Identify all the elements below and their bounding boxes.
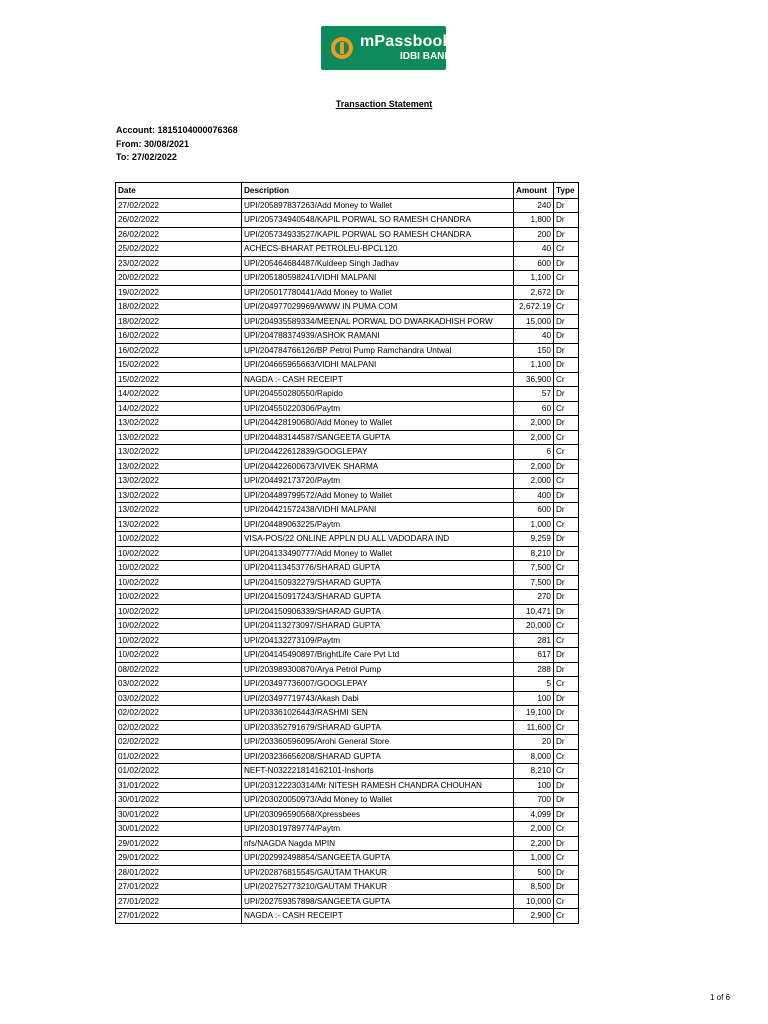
- cell-type: Dr: [554, 778, 579, 793]
- cell-date: 13/02/2022: [116, 416, 242, 431]
- cell-date: 10/02/2022: [116, 633, 242, 648]
- cell-date: 13/02/2022: [116, 503, 242, 518]
- cell-type: Dr: [554, 387, 579, 402]
- table-row: [116, 256, 579, 271]
- cell-description: UPI/204483144587/SANGEETA GUPTA: [242, 430, 514, 445]
- brand-name: mPassbook: [360, 33, 452, 50]
- cell-amount: 57: [514, 387, 554, 402]
- cell-date: 19/02/2022: [116, 285, 242, 300]
- cell-amount: 11,600: [514, 720, 554, 735]
- cell-type: Cr: [554, 401, 579, 416]
- cell-type: Dr: [554, 604, 579, 619]
- cell-amount: 288: [514, 662, 554, 677]
- cell-amount: 600: [514, 256, 554, 271]
- table-row: [116, 662, 579, 677]
- date-to: To: 27/02/2022: [116, 152, 177, 162]
- cell-description: UPI/204665965663/VIDHI MALPANI: [242, 358, 514, 373]
- table-row: [116, 474, 579, 489]
- cell-type: Dr: [554, 793, 579, 808]
- cell-description: UPI/205897837263/Add Money to Wallet: [242, 198, 514, 213]
- table-row: [116, 329, 579, 344]
- cell-date: 29/01/2022: [116, 836, 242, 851]
- cell-date: 18/02/2022: [116, 314, 242, 329]
- cell-type: Dr: [554, 227, 579, 242]
- cell-type: Cr: [554, 822, 579, 837]
- cell-date: 16/02/2022: [116, 329, 242, 344]
- cell-description: UPI/205017780441/Add Money to Wallet: [242, 285, 514, 300]
- cell-description: UPI/203360596095/Arohi General Store: [242, 735, 514, 750]
- cell-amount: 7,500: [514, 575, 554, 590]
- cell-description: UPI/203361026443/RASHMI SEN: [242, 706, 514, 721]
- cell-date: 15/02/2022: [116, 372, 242, 387]
- cell-description: UPI/205464684487/Kuldeep Singh Jadhav: [242, 256, 514, 271]
- cell-date: 30/01/2022: [116, 822, 242, 837]
- cell-type: Cr: [554, 851, 579, 866]
- cell-amount: 2,000: [514, 416, 554, 431]
- cell-amount: 8,210: [514, 764, 554, 779]
- table-row: [116, 300, 579, 315]
- cell-type: Cr: [554, 633, 579, 648]
- cell-amount: 240: [514, 198, 554, 213]
- cell-amount: 1,000: [514, 517, 554, 532]
- cell-amount: 20,000: [514, 619, 554, 634]
- cell-date: 26/02/2022: [116, 227, 242, 242]
- cell-type: Cr: [554, 445, 579, 460]
- cell-date: 13/02/2022: [116, 445, 242, 460]
- cell-description: UPI/203019789774/Paytm: [242, 822, 514, 837]
- cell-type: Dr: [554, 865, 579, 880]
- cell-amount: 200: [514, 227, 554, 242]
- cell-description: UPI/202876815545/GAUTAM THAKUR: [242, 865, 514, 880]
- cell-date: 03/02/2022: [116, 691, 242, 706]
- cell-type: Dr: [554, 706, 579, 721]
- table-row: [116, 387, 579, 402]
- cell-amount: 400: [514, 488, 554, 503]
- table-row: [116, 778, 579, 793]
- cell-description: NAGDA :- CASH RECEIPT: [242, 909, 514, 924]
- cell-type: Cr: [554, 677, 579, 692]
- cell-date: 20/02/2022: [116, 271, 242, 286]
- cell-date: 02/02/2022: [116, 735, 242, 750]
- cell-date: 13/02/2022: [116, 488, 242, 503]
- cell-date: 10/02/2022: [116, 648, 242, 663]
- cell-amount: 600: [514, 503, 554, 518]
- cell-date: 10/02/2022: [116, 619, 242, 634]
- table-row: [116, 764, 579, 779]
- table-row: [116, 271, 579, 286]
- cell-amount: 15,000: [514, 314, 554, 329]
- cell-type: Dr: [554, 648, 579, 663]
- cell-description: UPI/204788374939/ASHOK RAMANI: [242, 329, 514, 344]
- cell-amount: 500: [514, 865, 554, 880]
- cell-amount: 700: [514, 793, 554, 808]
- cell-amount: 6: [514, 445, 554, 460]
- table-row: [116, 503, 579, 518]
- table-row: [116, 285, 579, 300]
- cell-date: 27/01/2022: [116, 909, 242, 924]
- cell-date: 13/02/2022: [116, 474, 242, 489]
- cell-amount: 281: [514, 633, 554, 648]
- cell-type: Dr: [554, 691, 579, 706]
- cell-type: Cr: [554, 764, 579, 779]
- table-row: [116, 880, 579, 895]
- table-row: [116, 894, 579, 909]
- column-header-amount: Amount: [514, 183, 554, 199]
- cell-amount: 9,259: [514, 532, 554, 547]
- cell-description: UPI/203122230314/Mr NITESH RAMESH CHANDRA CHOUHAN: [242, 778, 514, 793]
- cell-type: Dr: [554, 358, 579, 373]
- cell-description: UPI/204132273109/Paytm: [242, 633, 514, 648]
- cell-description: UPI/205734933527/KAPIL PORWAL SO RAMESH CHANDRA: [242, 227, 514, 242]
- cell-date: 26/02/2022: [116, 213, 242, 228]
- cell-amount: 2,000: [514, 430, 554, 445]
- cell-description: UPI/204113453776/SHARAD GUPTA: [242, 561, 514, 576]
- table-row: [116, 691, 579, 706]
- transaction-rows: [116, 198, 579, 923]
- cell-date: 13/02/2022: [116, 517, 242, 532]
- table-row: [116, 401, 579, 416]
- cell-date: 02/02/2022: [116, 720, 242, 735]
- cell-description: NEFT-N032221814162101-Inshorts: [242, 764, 514, 779]
- cell-date: 16/02/2022: [116, 343, 242, 358]
- table-row: [116, 242, 579, 257]
- cell-description: UPI/204550220306/Paytm: [242, 401, 514, 416]
- cell-type: Dr: [554, 807, 579, 822]
- cell-description: UPI/204489063225/Paytm: [242, 517, 514, 532]
- cell-description: UPI/203020050973/Add Money to Wallet: [242, 793, 514, 808]
- cell-amount: 2,672.19: [514, 300, 554, 315]
- table-row: [116, 735, 579, 750]
- table-row: [116, 648, 579, 663]
- cell-description: UPI/203236656208/SHARAD GUPTA: [242, 749, 514, 764]
- cell-date: 13/02/2022: [116, 459, 242, 474]
- cell-description: UPI/204150906339/SHARAD GUPTA: [242, 604, 514, 619]
- cell-type: Cr: [554, 749, 579, 764]
- table-row: [116, 677, 579, 692]
- cell-type: Cr: [554, 300, 579, 315]
- cell-date: 10/02/2022: [116, 604, 242, 619]
- cell-date: 10/02/2022: [116, 575, 242, 590]
- cell-amount: 2,000: [514, 459, 554, 474]
- cell-type: Dr: [554, 575, 579, 590]
- cell-description: UPI/204977029969/WWW IN PUMA COM: [242, 300, 514, 315]
- cell-amount: 8,500: [514, 880, 554, 895]
- cell-date: 10/02/2022: [116, 546, 242, 561]
- table-row: [116, 488, 579, 503]
- cell-amount: 2,900: [514, 909, 554, 924]
- cell-date: 10/02/2022: [116, 561, 242, 576]
- cell-type: Cr: [554, 430, 579, 445]
- table-row: [116, 561, 579, 576]
- cell-amount: 4,099: [514, 807, 554, 822]
- cell-description: ACHECS-BHARAT PETROLEU-BPCL120: [242, 242, 514, 257]
- cell-type: Dr: [554, 343, 579, 358]
- cell-amount: 60: [514, 401, 554, 416]
- account-details: [116, 124, 238, 165]
- cell-amount: 10,000: [514, 894, 554, 909]
- cell-date: 27/01/2022: [116, 880, 242, 895]
- cell-amount: 1,800: [514, 213, 554, 228]
- cell-amount: 100: [514, 778, 554, 793]
- cell-description: UPI/205180598241/VIDHI MALPANI: [242, 271, 514, 286]
- cell-date: 18/02/2022: [116, 300, 242, 315]
- table-row: [116, 793, 579, 808]
- page-indicator: 1 of 6: [709, 993, 730, 1002]
- cell-amount: 7,500: [514, 561, 554, 576]
- cell-date: 15/02/2022: [116, 358, 242, 373]
- cell-type: Dr: [554, 285, 579, 300]
- table-row: [116, 749, 579, 764]
- cell-type: Dr: [554, 256, 579, 271]
- table-row: [116, 851, 579, 866]
- table-row: [116, 633, 579, 648]
- table-row: [116, 706, 579, 721]
- cell-description: UPI/204133490777/Add Money to Wallet: [242, 546, 514, 561]
- cell-description: UPI/204422600673/VIVEK SHARMA: [242, 459, 514, 474]
- mpassbook-logo: [321, 26, 452, 70]
- cell-description: nfs/NAGDA Nagda MPIN: [242, 836, 514, 851]
- cell-type: Dr: [554, 880, 579, 895]
- table-row: [116, 314, 579, 329]
- table-row: [116, 619, 579, 634]
- cell-description: UPI/203497736007/GOOGLEPAY: [242, 677, 514, 692]
- cell-date: 03/02/2022: [116, 677, 242, 692]
- cell-amount: 2,000: [514, 822, 554, 837]
- cell-type: Dr: [554, 488, 579, 503]
- cell-type: Cr: [554, 894, 579, 909]
- cell-type: Dr: [554, 213, 579, 228]
- cell-description: UPI/203352791679/SHARAD GUPTA: [242, 720, 514, 735]
- table-row: [116, 358, 579, 373]
- cell-date: 01/02/2022: [116, 764, 242, 779]
- cell-date: 27/01/2022: [116, 894, 242, 909]
- cell-type: Dr: [554, 532, 579, 547]
- cell-type: Cr: [554, 271, 579, 286]
- cell-type: Dr: [554, 590, 579, 605]
- table-row: [116, 213, 579, 228]
- cell-type: Cr: [554, 619, 579, 634]
- cell-description: UPI/204784766126/BP Petrol Pump Ramchandra Untwal: [242, 343, 514, 358]
- date-from: From: 30/08/2021: [116, 138, 190, 149]
- cell-description: UPI/205734940548/KAPIL PORWAL SO RAMESH CHANDRA: [242, 213, 514, 228]
- cell-date: 14/02/2022: [116, 387, 242, 402]
- table-row: [116, 590, 579, 605]
- table-row: [116, 836, 579, 851]
- cell-description: UPI/204422612839/GOOGLEPAY: [242, 445, 514, 460]
- table-row: [116, 445, 579, 460]
- cell-amount: 20: [514, 735, 554, 750]
- column-header-date: Date: [116, 183, 242, 199]
- table-row: [116, 416, 579, 431]
- cell-amount: 2,672: [514, 285, 554, 300]
- cell-description: VISA-POS/22 ONLINE APPLN DU ALL VADODARA IND: [242, 532, 514, 547]
- table-header-row: [116, 183, 579, 199]
- cell-description: UPI/204150917243/SHARAD GUPTA: [242, 590, 514, 605]
- cell-amount: 8,210: [514, 546, 554, 561]
- cell-description: UPI/204550280550/Rapido: [242, 387, 514, 402]
- cell-type: Cr: [554, 242, 579, 257]
- table-row: [116, 227, 579, 242]
- cell-date: 10/02/2022: [116, 590, 242, 605]
- cell-description: UPI/204489799572/Add Money to Wallet: [242, 488, 514, 503]
- idbi-emblem-icon: [331, 37, 353, 59]
- cell-amount: 1,100: [514, 358, 554, 373]
- table-row: [116, 575, 579, 590]
- cell-date: 10/02/2022: [116, 532, 242, 547]
- cell-type: Cr: [554, 372, 579, 387]
- cell-description: UPI/204113273097/SHARAD GUPTA: [242, 619, 514, 634]
- cell-description: UPI/202752773210/GAUTAM THAKUR: [242, 880, 514, 895]
- cell-description: UPI/204428190680/Add Money to Wallet: [242, 416, 514, 431]
- table-row: [116, 343, 579, 358]
- cell-amount: 36,900: [514, 372, 554, 387]
- cell-description: UPI/203497719743/Akash Dabi: [242, 691, 514, 706]
- table-row: [116, 822, 579, 837]
- cell-description: UPI/202759357898/SANGEETA GUPTA: [242, 894, 514, 909]
- table-row: [116, 372, 579, 387]
- cell-amount: 2,000: [514, 474, 554, 489]
- table-row: [116, 430, 579, 445]
- cell-type: Dr: [554, 416, 579, 431]
- bank-name: IDBI BANK: [399, 51, 452, 62]
- cell-amount: 40: [514, 242, 554, 257]
- column-header-description: Description: [242, 183, 514, 199]
- transaction-table: [115, 182, 579, 924]
- cell-description: UPI/204421572438/VIDHI MALPANI: [242, 503, 514, 518]
- cell-date: 02/02/2022: [116, 706, 242, 721]
- cell-type: Cr: [554, 909, 579, 924]
- table-row: [116, 546, 579, 561]
- cell-type: Cr: [554, 517, 579, 532]
- cell-amount: 10,471: [514, 604, 554, 619]
- cell-date: 13/02/2022: [116, 430, 242, 445]
- cell-type: Dr: [554, 735, 579, 750]
- table-row: [116, 604, 579, 619]
- cell-amount: 8,000: [514, 749, 554, 764]
- cell-amount: 40: [514, 329, 554, 344]
- cell-description: UPI/204145490897/BrightLife Care Pvt Ltd: [242, 648, 514, 663]
- cell-date: 27/02/2022: [116, 198, 242, 213]
- table-row: [116, 532, 579, 547]
- cell-description: UPI/204935589334/MEENAL PORWAL DO DWARKADHISH PORW: [242, 314, 514, 329]
- cell-date: 31/01/2022: [116, 778, 242, 793]
- table-row: [116, 720, 579, 735]
- cell-amount: 2,200: [514, 836, 554, 851]
- table-row: [116, 865, 579, 880]
- account-number: Account: 1815104000076368: [116, 125, 238, 135]
- cell-description: UPI/204150932279/SHARAD GUPTA: [242, 575, 514, 590]
- cell-amount: 1,000: [514, 851, 554, 866]
- table-row: [116, 807, 579, 822]
- cell-type: Cr: [554, 720, 579, 735]
- table-row: [116, 198, 579, 213]
- cell-description: UPI/202992498854/SANGEETA GUPTA: [242, 851, 514, 866]
- cell-type: Dr: [554, 546, 579, 561]
- statement-title: Transaction Statement: [335, 99, 433, 109]
- cell-amount: 270: [514, 590, 554, 605]
- cell-date: 30/01/2022: [116, 807, 242, 822]
- table-row: [116, 909, 579, 924]
- cell-date: 29/01/2022: [116, 851, 242, 866]
- cell-amount: 100: [514, 691, 554, 706]
- cell-date: 28/01/2022: [116, 865, 242, 880]
- cell-amount: 19,100: [514, 706, 554, 721]
- cell-type: Dr: [554, 836, 579, 851]
- cell-type: Cr: [554, 561, 579, 576]
- table-row: [116, 459, 579, 474]
- cell-date: 30/01/2022: [116, 793, 242, 808]
- cell-amount: 1,100: [514, 271, 554, 286]
- cell-amount: 150: [514, 343, 554, 358]
- cell-type: Dr: [554, 329, 579, 344]
- cell-date: 01/02/2022: [116, 749, 242, 764]
- cell-amount: 617: [514, 648, 554, 663]
- cell-date: 25/02/2022: [116, 242, 242, 257]
- cell-amount: 5: [514, 677, 554, 692]
- cell-description: UPI/204492173720/Paytm: [242, 474, 514, 489]
- cell-type: Dr: [554, 198, 579, 213]
- cell-type: Dr: [554, 459, 579, 474]
- column-header-type: Type: [554, 183, 579, 199]
- cell-date: 23/02/2022: [116, 256, 242, 271]
- cell-description: UPI/203989300870/Arya Petrol Pump: [242, 662, 514, 677]
- cell-type: Dr: [554, 314, 579, 329]
- logo-text: [360, 34, 452, 62]
- cell-description: UPI/203096590568/Xpressbees: [242, 807, 514, 822]
- cell-date: 14/02/2022: [116, 401, 242, 416]
- cell-type: Cr: [554, 474, 579, 489]
- cell-date: 08/02/2022: [116, 662, 242, 677]
- cell-type: Dr: [554, 503, 579, 518]
- cell-type: Dr: [554, 662, 579, 677]
- cell-description: NAGDA :- CASH RECEIPT: [242, 372, 514, 387]
- table-row: [116, 517, 579, 532]
